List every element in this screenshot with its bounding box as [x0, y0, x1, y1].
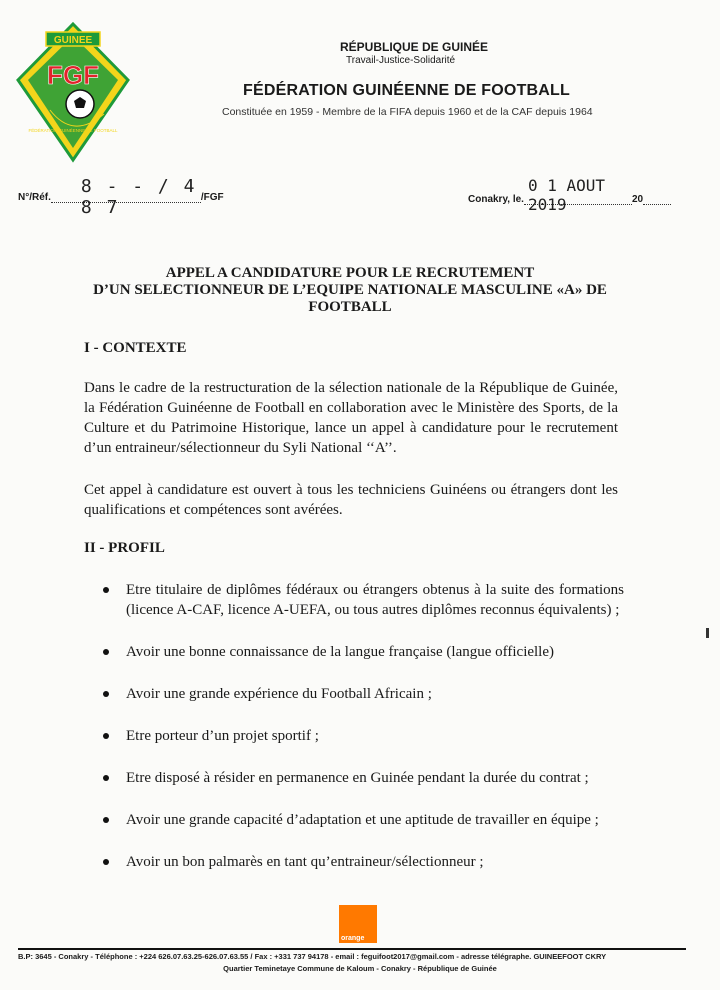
list-item: Avoir un bon palmarès en tant qu’entraineur/sélectionneur ;: [84, 852, 624, 872]
list-item: Avoir une grande expérience du Football Africain ;: [84, 684, 624, 704]
list-item: Avoir une bonne connaissance de la langue française (langue officielle): [84, 642, 624, 662]
bullet-icon: [103, 859, 109, 865]
title-line-2: D’UN SELECTIONNEUR DE L’EQUIPE NATIONALE MASCULINE «A» DE: [93, 282, 607, 298]
list-item: Etre titulaire de diplômes fédéraux ou étrangers obtenus à la suite des formations (licence A-CAF, licence A-UEFA, ou tous autres diplômes reconnus équivalents) ;: [84, 580, 624, 620]
reference-handwritten: 8 - - / 4 8 7: [80, 176, 197, 218]
bullet-icon: [103, 587, 109, 593]
bullet-icon: [103, 817, 109, 823]
bullet-icon: [103, 649, 109, 655]
date-year-field: [643, 192, 671, 205]
logo-top-text: GUINEE: [53, 35, 93, 46]
footer-divider: [18, 948, 686, 950]
national-motto: Travail-Justice-Solidarité: [346, 55, 456, 66]
bullet-icon: [103, 733, 109, 739]
federation-history: Constituée en 1959 - Membre de la FIFA depuis 1960 et de la CAF depuis 1964: [222, 106, 593, 118]
title-line-1: APPEL A CANDIDATURE POUR LE RECRUTEMENT: [165, 265, 535, 281]
reference-label: N°/Réf.: [18, 192, 51, 203]
republic-name: RÉPUBLIQUE DE GUINÉE: [340, 40, 489, 54]
date-line: [468, 176, 671, 214]
date-year-suffix: 20: [631, 194, 644, 205]
date-field: [524, 176, 632, 214]
date-handwritten: 0 1 AOUT 2019: [527, 176, 606, 214]
date-prefix: Conakry, le.: [468, 194, 524, 205]
logo-ring-text: FÉDÉRATION GUINÉENNE DE FOOTBALL: [28, 128, 118, 133]
section-heading-contexte: I - CONTEXTE: [84, 340, 187, 356]
list-item: Etre disposé à résider en permanence en Guinée pendant la durée du contrat ;: [84, 768, 624, 788]
reference-field: [51, 176, 201, 218]
contexte-paragraph-2: Cet appel à candidature est ouvert à tous les techniciens Guinéens ou étrangers dont les qualifications et compétences sont avérées.: [84, 482, 618, 518]
reference-line: [18, 176, 224, 218]
list-item: Avoir une grande capacité d’adaptation et une aptitude de travailler en équipe ;: [84, 810, 624, 830]
fgf-logo: [14, 22, 132, 164]
document-title: [60, 265, 640, 316]
bullet-icon: [103, 691, 109, 697]
section-heading-profil: II - PROFIL: [84, 540, 165, 556]
profil-list: [84, 580, 624, 872]
contexte-paragraph-1: Dans le cadre de la restructuration de la sélection nationale de la République de Guinée, la Fédération Guinéenne de Football en collaboration avec le Ministère des Sports, de la Culture et du Patrimoine Historique, lance un appel à candidature pour le recrutement d’un entraineur/sélectionneur du Syli National ‘‘A’’.: [84, 380, 618, 456]
title-line-3: FOOTBALL: [308, 299, 392, 315]
footer-address: Quartier Teminetaye Commune de Kaloum - Conakry - République de Guinée: [223, 964, 497, 973]
bullet-icon: [103, 775, 109, 781]
logo-main-text: FGF: [47, 60, 99, 90]
reference-suffix: /FGF: [200, 192, 224, 203]
federation-name: FÉDÉRATION GUINÉENNE DE FOOTBALL: [243, 82, 570, 99]
list-item: Etre porteur d’un projet sportif ;: [84, 726, 624, 746]
scan-artifact: [706, 628, 709, 638]
orange-sponsor-logo: orange: [339, 905, 377, 943]
footer-contact: B.P: 3645 - Conakry - Téléphone : +224 626.07.63.25-626.07.63.55 / Fax : +331 737 94178 - email : feguifoot2017@gmail.com - adresse télégraphe. GUINEEFOOT CKRY: [18, 952, 607, 961]
